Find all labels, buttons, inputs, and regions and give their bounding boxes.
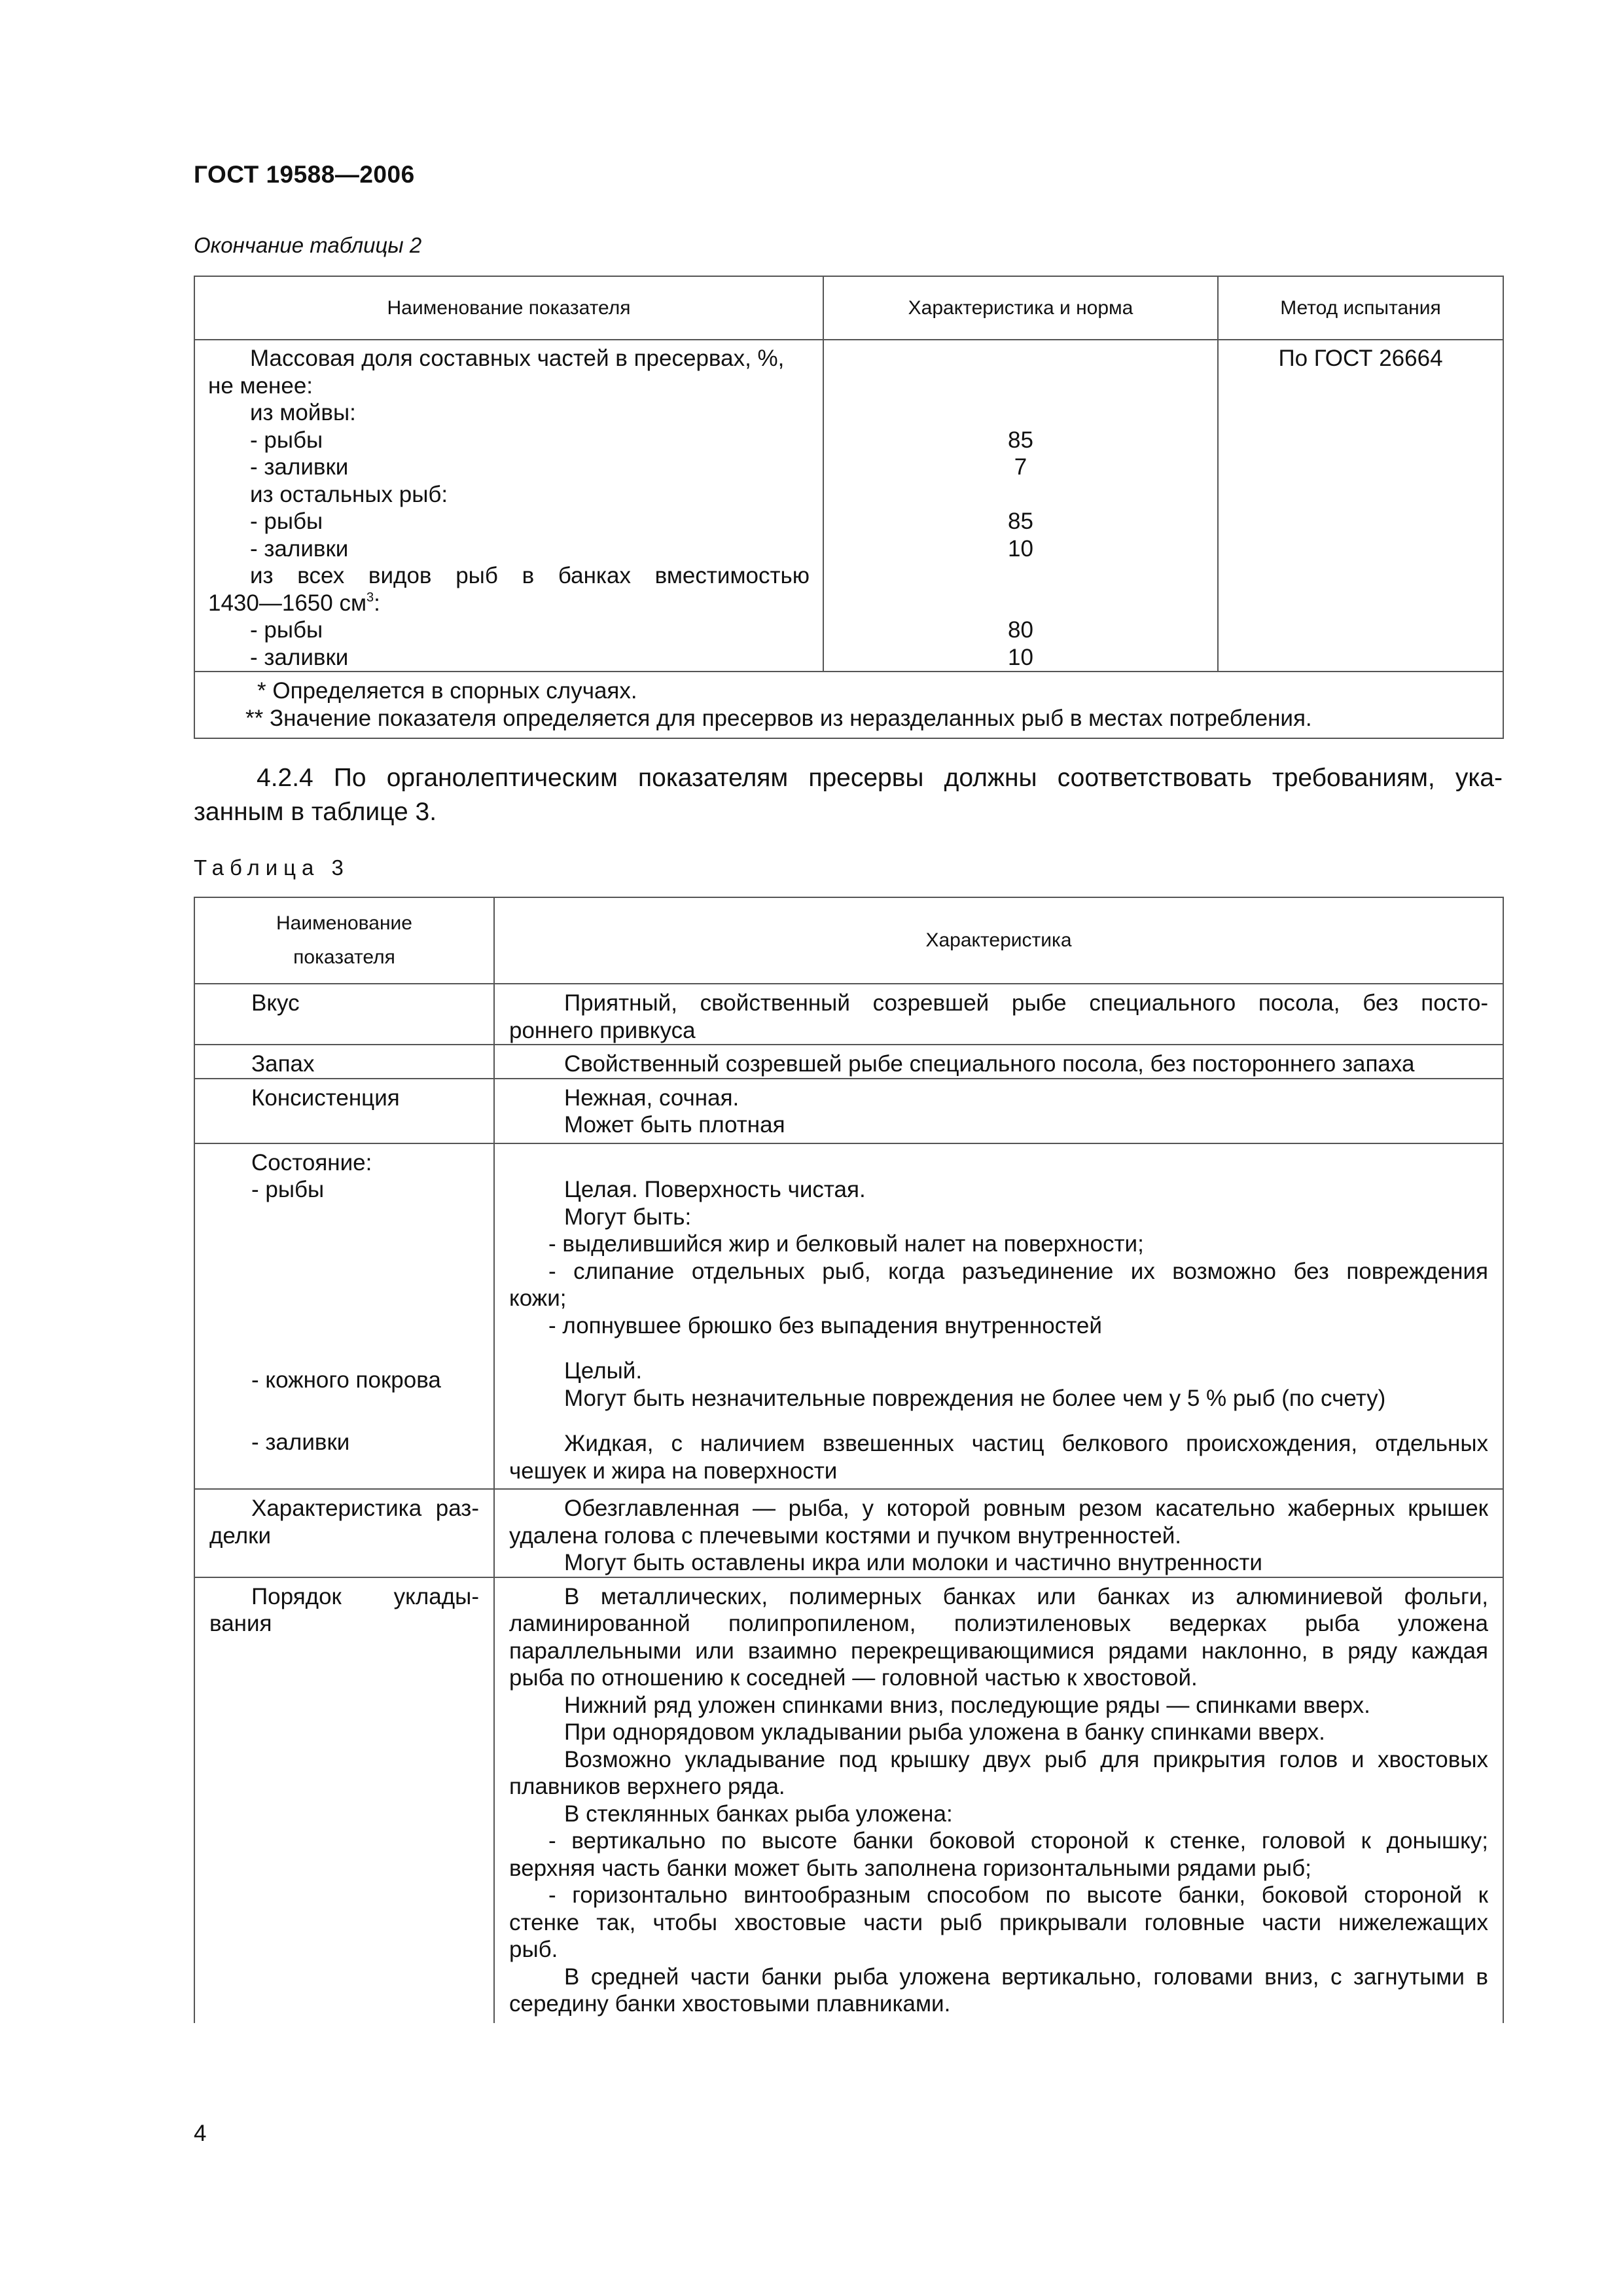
table2-norm-value: 80 (1008, 617, 1033, 643)
row-cut-name: Характеристика раз- делки (194, 1489, 494, 1577)
table-3 (194, 897, 1504, 2023)
volume-text: 1430—1650 см (208, 590, 367, 616)
table2-indicator-cell (194, 340, 823, 672)
table2-line-volume (208, 590, 810, 617)
table2-method-cell (1218, 340, 1503, 672)
row-taste-name: Вкус (194, 984, 494, 1045)
footnote-1: * Определяется в спорных случаях. (257, 678, 637, 704)
table2-norm-value: 7 (1014, 454, 1027, 480)
table3-caption: Таблица 3 (194, 855, 349, 880)
table2-line: - рыбы (250, 509, 323, 534)
table-2 (194, 276, 1504, 739)
superscript-3: 3 (366, 590, 374, 605)
table2-header-method: Метод испытания (1218, 276, 1503, 340)
row-order-value: В металлических, полимерных банках или банках из алюминиевой фольги, ламинированной полипропиленом, полиэтиленовых ведерках рыба уложена параллельными или взаимно перекрещивающимися рядами наклонно, в ряду каждая рыба по отношению к соседней — головной частью к хвостовой. Нижний ряд уложен спинками вниз, последующие ряды — спинками вверх. При однорядовом укладывании рыба уложена в банку спинками вверх. Возможно укладывание под крышку двух рыб для прикрытия голов и хвостовых плавников верхнего ряда. В стеклянных банках рыба уложена: - вертикально по высоте банки боковой стороной к стенке, головой к донышку; верхняя часть банки может быть заполнена горизонтальными рядами рыб; - горизонтально винтообразным способом по высоте банки, боковой стороной к стенке так, чтобы хвостовые части рыб прикрывали головные части нижележащих рыб. В средней части банки рыба уложена вертикально, головами вниз, с загнутыми в середину банки хвостовыми плавниками. (494, 1577, 1503, 2023)
table2-line: Массовая доля составных частей в пресервах, %, (250, 346, 785, 371)
table2-line: из остальных рыб: (250, 481, 448, 507)
table2-line: не менее: (208, 372, 313, 399)
state-skin-label: - кожного покрова (251, 1367, 441, 1393)
table2-caption: Окончание таблицы 2 (194, 233, 422, 257)
state-fill-label: - заливки (251, 1429, 350, 1455)
table2-line: - заливки (250, 454, 349, 480)
table2-header-norm: Характеристика и норма (823, 276, 1218, 340)
row-consistency-name: Консистенция (194, 1079, 494, 1143)
paragraph-line: 4.2.4 По органолептическим показателям пресервы должны соответствовать требованиям, ука- (257, 764, 1503, 792)
table2-norm-value: 85 (1008, 427, 1033, 453)
table2-norm-value: 85 (1008, 509, 1033, 534)
table3-header-characteristic: Характеристика (494, 897, 1503, 984)
state-fish-label: - рыбы (251, 1177, 325, 1202)
row-state-name: Состояние: - рыбы - кожного покрова - заливки (194, 1143, 494, 1490)
footnote-2: ** Значение показателя определяется для пресервов из неразделанных рыб в местах потребления. (245, 705, 1312, 731)
table2-footnotes (194, 672, 1503, 738)
paragraph-4-2-4 (194, 761, 1503, 829)
row-taste-value: Приятный, свойственный созревшей рыбе специального посола, без посто- роннего привкуса (494, 984, 1503, 1045)
table2-line: - заливки (250, 644, 349, 670)
row-smell-value: Свойственный созревшей рыбе специального посола, без постороннего запаха (494, 1045, 1503, 1079)
table2-line: - рыбы (250, 617, 323, 643)
row-state-value: Целая. Поверхность чистая. Могут быть: - выделившийся жир и белковый налет на поверхности; - слипание отдельных рыб, когда разъединение их возможно без повреждения кожи; - лопнувшее брюшко без выпадения внутренностей Целый. Могут быть незначительные повреждения не более чем у 5 % рыб (по счету) Жидкая, с наличием взвешенных частиц белкового происхождения, отдельных чешуек и жира на поверхности (494, 1143, 1503, 1490)
row-order-name: Порядок уклады- вания (194, 1577, 494, 2023)
document-header: ГОСТ 19588—2006 (194, 161, 415, 188)
table3-header-name: Наименование показателя (194, 897, 494, 984)
row-consistency-value: Нежная, сочная. Может быть плотная (494, 1079, 1503, 1143)
table2-line: - рыбы (250, 427, 323, 453)
table2-method-value: По ГОСТ 26664 (1278, 346, 1443, 371)
page-number: 4 (194, 2121, 207, 2146)
row-smell-name: Запах (194, 1045, 494, 1079)
table2-header-name: Наименование показателя (194, 276, 823, 340)
table2-norm-value: 10 (1008, 535, 1033, 562)
colon: : (374, 590, 380, 616)
paragraph-line: занным в таблице 3. (194, 798, 437, 826)
table2-norm-value: 10 (1008, 644, 1033, 670)
row-cut-value: Обезглавленная — рыба, у которой ровным резом касательно жаберных крышек удалена голова с плечевыми костями и пучком внутренностей. Могут быть оставлены икра или молоки и частично внутренности (494, 1489, 1503, 1577)
table2-line: - заливки (250, 535, 349, 562)
table2-norm-cell (823, 340, 1218, 672)
table2-line: из всех видов рыб в банках вместимостью (250, 563, 810, 588)
table2-line: из мойвы: (250, 400, 356, 425)
